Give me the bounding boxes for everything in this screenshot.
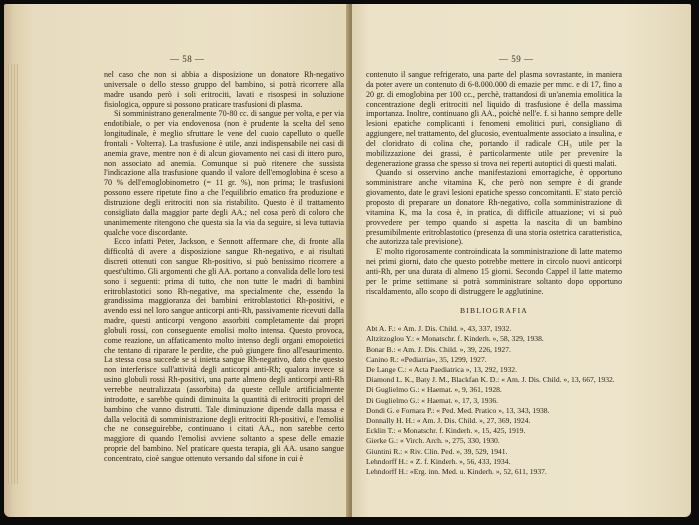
paragraph: Si somministrano generalmente 70-80 cc. di sangue per volta, e per via endotibiale, o per via endovenosa (non è prudente la scelta del seno longitudinale, è meglio sfruttare le vene del cuoio capelluto o quelle frontali - Volterra). La trasfusione è utile, anzi indispensabile nei casi di anemia grave, mentre non è di alcun giovamento nei casi di ittero puro, non associato ad anemia. Comunque si può ritenere che sussista l'indicazione alla trasfusione quando il valore dell'emoglobina è sceso a 70 % dell'emoglobinometro (= 11 gr. %), non prima; le trasfusioni possono essere ripetute fino a che l'equilibrio ematico fra produzione e distruzione degli eritrociti non sia ristabilito. Questo è il trattamento consigliato dalla maggior parte degli AA.; nel cosa però di coloro che unanimemente ritengono che questa sia la via da seguire, si leva tuttavia qualche voce discordante. (104, 109, 344, 237)
right-page-text (366, 70, 622, 477)
paragraph: Quando si osservino anche manifestazioni emorragiche, è opportuno somministrare anche vitamina K, che però non sempre è di grande giovamento, date le gravi lesioni epatiche spesso concomitanti. E' stato perciò proposto di preparare un donatore Rh-negativo, colla somministrazione di vitamina K, ma la cosa è, in pratica, di difficile attuazione; vi si può provvedere per tempo quando si aspetta la nascita di un bambino presumibilmente eritroblastotico (presenza di una storia ostetrica caratteristica, che autorizza tale previsione). (366, 168, 622, 247)
paragraph: contenuto il sangue refrigerato, una parte del plasma sovrastante, in maniera da poter avere un contenuto di 6-8.000.000 di emazie per mmc. e di 17, fino a 20 gr. di emoglobina per 100 cc., perchè, trattandosi di un'anemia emolitica la concentrazione degli eritrociti nel liquido di trasfusione è della massima importanza. Inoltre, continuano gli AA., poichè nell'e. f. si hanno sempre delle lesioni epatiche complicanti i fenomeni emolitici puri, consigliano di aggiungere, nel trattamento, del glucosio, eventualmente associato a insulina, e del cloridrato di colina che, portando il radicale CH₃ utile per la mobilizzazione dei grassi, è particolarmente utile per prevenire la degenerazione grassa che spesso si trova nei reperti autoptici di questi malati. (366, 70, 622, 168)
paragraph: nel caso che non si abbia a disposizione un donatore Rh-negativo universale o dello stesso gruppo del bambino, si potrà ricorrere alla madre usando però i soli eritrociti, lavati e risospesi in soluzione fisiologica, oppure si possono praticare trasfusioni di plasma. (104, 70, 344, 109)
left-page-text (104, 70, 344, 464)
bibliography-entry: Diamond L. K., Baty J. M., Blackfan K. D.: « Am. J. Dis. Child. », 13, 667, 1932. (366, 375, 615, 385)
bibliography-title: BIBLIOGRAFIA (460, 306, 528, 316)
bibliography-entry: Dondi G. e Fornara P.: « Ped. Med. Pratico », 13, 343, 1938. (366, 405, 550, 415)
bibliography-entry: Di Guglielmo G.: « Haemat. », 9, 361, 1928. (366, 385, 502, 395)
bibliography-entry: Giuntini R.: « Riv. Clin. Ped. », 39, 529, 1941. (366, 446, 508, 456)
bibliography-entry: Gierke G.: « Virch. Arch. », 275, 330, 1930. (366, 436, 500, 446)
page-number-left: — 58 — (170, 54, 205, 64)
bibliography-entry: Abt A. F.: « Am. J. Dis. Child. », 43, 337, 1932. (366, 324, 512, 334)
bibliography-entry: Di Guglielmo G.: « Haemat. », 17, 3, 1936. (366, 395, 499, 405)
bibliography-entry: Altzitzoglou Y.: « Monatschr. f. Kinderh. », 58, 329, 1938. (366, 334, 544, 344)
page-number-right: — 59 — (499, 54, 534, 64)
paragraph: E' molto rigorosamente controindicata la somministrazione di latte materno nei primi giorni, dato che questo potrebbe mettere in circolo nuovi anticorpi anti-Rh, per una durata di almeno 15 giorni. Secondo Cappel il latte materno per le prime settimane si potrà somministrare soltanto dopo opportuno riscaldamento, allo scopo di distruggere le agglutinine. (366, 247, 622, 296)
bibliography-list (366, 324, 622, 477)
page-edges (8, 64, 18, 484)
bibliography-entry: Donnally H. H.: « Am. J. Dis. Child. », 27, 369, 1924. (366, 416, 531, 426)
bibliography-entry: De Lange C.: « Acta Paediatrica », 13, 292, 1932. (366, 365, 517, 375)
right-page (352, 4, 691, 517)
bibliography-entry: Lehndorff H.: « Z. f. Kinderh. », 56, 433, 1934. (366, 456, 511, 466)
bibliography-entry: Lehndorff H.: «Erg. inn. Med. u. Kinderh. », 52, 611, 1937. (366, 467, 547, 477)
bibliography-entry: Ecklin T.: « Monatschr. f. Kinderh. », 15, 425, 1919. (366, 426, 526, 436)
bibliography-entry: Canino R.: «Pediatria», 35, 1299, 1927. (366, 354, 487, 364)
bibliography-entry: Bonar B.: « Am. J. Dis. Child. », 39, 226, 1927. (366, 344, 511, 354)
paragraph: Ecco infatti Peter, Jackson, e Sennott affermare che, di fronte alla difficoltà di avere a disposizione sangue Rh-negativo, e ai risultati discreti ottenuti con sangue Rh-positivo, si può benissimo ricorrere a quest'ultimo. Gli argomenti che gli AA. portano a convalida delle loro tesi sono i seguenti: prima di tutto, che non tutte le madri di bambini eritroblastotici sono Rh-negative, ma specialmente che, essendo la grandissima maggioranza dei bambini eritroblastotici Rh-positivi, e avendo essi nel loro sangue anticorpi anti-Rh, passivamente ricevuti dalla madre, questi anticorpi vengono assorbiti completamente dai propri globuli rossi, con conseguente emolisi molto intensa. Questo provoca, come reazione, un affaticamento molto intenso degli organi emopoietici che tentano di riparare le perdite, che può giungere fino all'esaurimento. La stessa cosa succede se si inietta sangue Rh-negativo, dato che questo non interferisce sull'attività degli anticorpi anti-Rh; qualora invece si usino globuli rossi Rh-positivi, una parte almeno degli anticorpi anti-Rh verrebbe neutralizzata (assorbita) da queste cellule artificialmente introdotte, e sarebbe quindi diminuita la quantità di eritrociti propri del bambino che vanno distrutti. Tale diminuzione dipende dalla massa e dalla velocità di somministrazione degli eritrociti Rh-positivi, e l'emolisi che ne conseguirebbe, continuano i citati AA., non sarebbe certo maggiore di quando l'emolisi avviene soltanto a spese delle emazie proprie del bambino. Nel praticare questa terapia, gli AA. usano sangue concentrato, cioè sangue ottenuto versando dal sifone in cui è (104, 237, 344, 463)
left-page (4, 4, 351, 517)
